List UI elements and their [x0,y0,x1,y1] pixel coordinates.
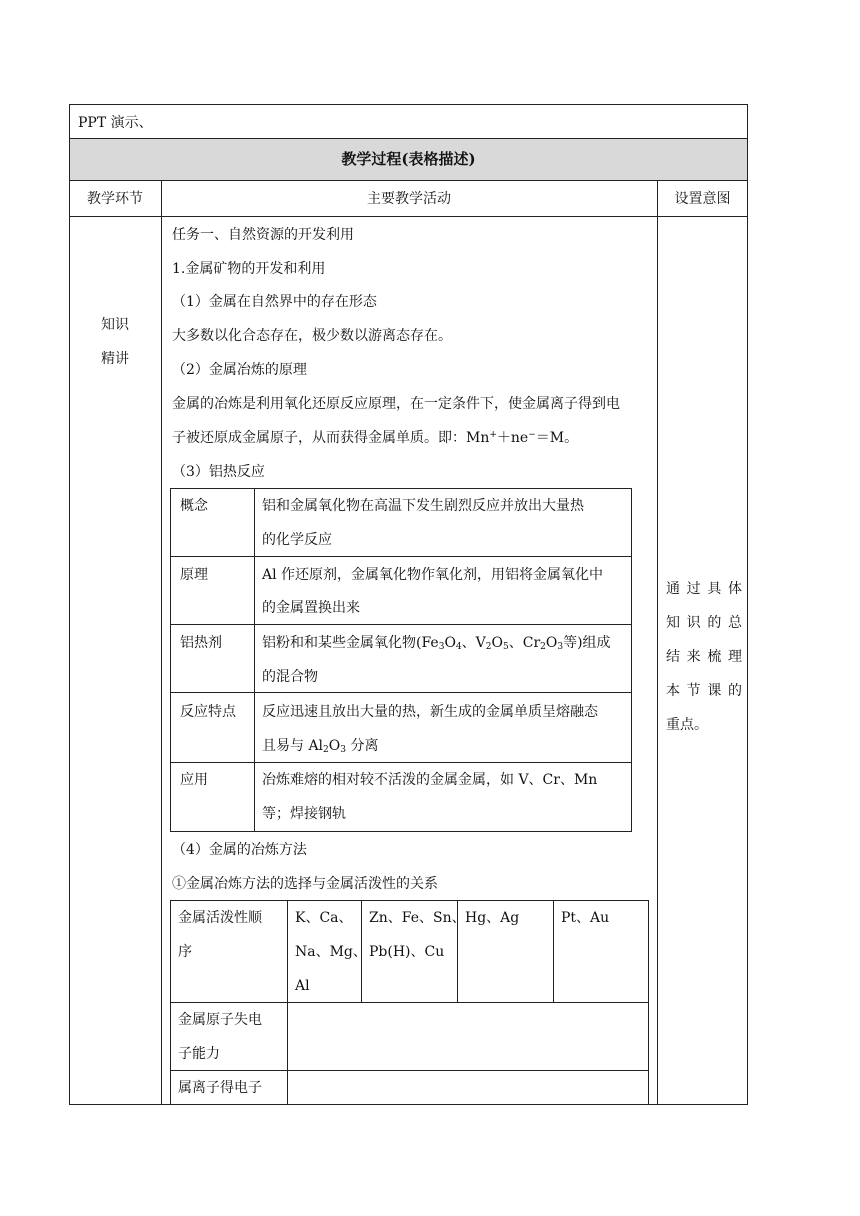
intent-line: 结来梳理 [666,649,742,665]
paragraph-formula: 子被还原成金属原子，从而获得金属单质。即：Mn+＋ne−＝M。 [172,430,579,446]
task-title: 任务一、自然资源的开发利用 [172,227,354,243]
thermite-row-text: Al 作还原剂，金属氧化物作氧化剂，用铝将金属氧化中 [262,567,604,583]
sub-heading: （1）金属在自然界中的存在形态 [172,294,377,310]
activity-label: 金属原子失电 [178,1012,262,1028]
thermite-row-text: 的化学反应 [262,532,332,548]
metal-group: Pb(H)、Cu [369,944,445,960]
intent-line: 知识的总 [666,615,742,631]
item-heading: 1.金属矿物的开发和利用 [172,261,326,277]
col-header-intent: 设置意图 [674,191,731,207]
intent-line: 通过具体 [666,581,742,597]
sub-heading: （4）金属的冶炼方法 [172,842,307,858]
section-header-title: 教学过程(表格描述) [341,150,476,168]
divider [170,624,632,625]
sub-heading: ①金属冶炼方法的选择与金属活泼性的关系 [172,876,438,892]
thermite-row-text: 等；焊接钢轨 [262,806,346,822]
divider [170,762,632,763]
thermite-row-label: 反应特点 [180,704,236,720]
metal-group: Al [295,978,310,994]
divider [170,556,632,557]
paragraph: 金属的冶炼是利用氧化还原反应原理，在一定条件下，使金属离子得到电 [172,396,620,412]
metal-group: Hg、Ag [465,910,520,926]
activity-label: 属离子得电子 [178,1080,262,1096]
stage-label-line2: 精讲 [101,351,129,367]
thermite-row-label: 铝热剂 [180,635,222,651]
divider [170,900,648,901]
paragraph: 大多数以化合态存在，极少数以游离态存在。 [172,328,452,344]
divider [69,180,748,181]
divider [69,216,748,217]
divider [170,1002,648,1003]
thermite-row-text: 冶炼难熔的相对较不活泼的金属金属，如 V、Cr、Mn [262,772,598,788]
divider [170,692,632,693]
intent-line: 本节课的 [666,683,742,699]
sub-heading: （2）金属冶炼的原理 [172,362,307,378]
column-separator [648,900,649,1105]
thermite-row-text: 的混合物 [262,669,318,685]
thermite-row-text: 铝和金属氧化物在高温下发生剧烈反应并放出大量热 [262,498,584,514]
divider [170,1070,648,1071]
thermite-row-label: 原理 [180,567,208,583]
metal-group: Pt、Au [561,910,610,926]
column-separator [657,180,658,1105]
thermite-row-text: 的金属置换出来 [262,600,360,616]
col-header-stage: 教学环节 [87,191,143,207]
stage-label-line1: 知识 [101,317,129,333]
metal-group: Na、Mg、 [295,944,367,960]
thermite-row-label: 概念 [180,498,208,514]
thermite-row-text: 反应迅速且放出大量的热，新生成的金属单质呈熔融态 [262,704,598,720]
sub-heading: （3）铝热反应 [172,464,265,480]
activity-label: 序 [178,944,192,960]
col-header-activity: 主要教学活动 [367,191,451,207]
intent-line: 重点。 [666,717,708,733]
top-row-text: PPT 演示、 [78,115,153,131]
thermite-row-text: 铝粉和和某些金属氧化物($Fe_3O_4$、$V_2O_5$、$Cr_2O_3$等)组成 [262,635,611,652]
thermite-row-label: 应用 [180,772,208,788]
column-separator [254,488,255,832]
metal-group: K、Ca、 [295,910,353,926]
thermite-row-text: 且易与 $Al_2O_3$ 分离 [262,738,379,755]
column-separator [161,180,162,1105]
activity-label: 金属活泼性顺 [178,910,262,926]
column-separator [553,900,554,1002]
metal-group: Zn、Fe、Sn、 [369,910,466,926]
activity-label: 子能力 [178,1046,220,1062]
